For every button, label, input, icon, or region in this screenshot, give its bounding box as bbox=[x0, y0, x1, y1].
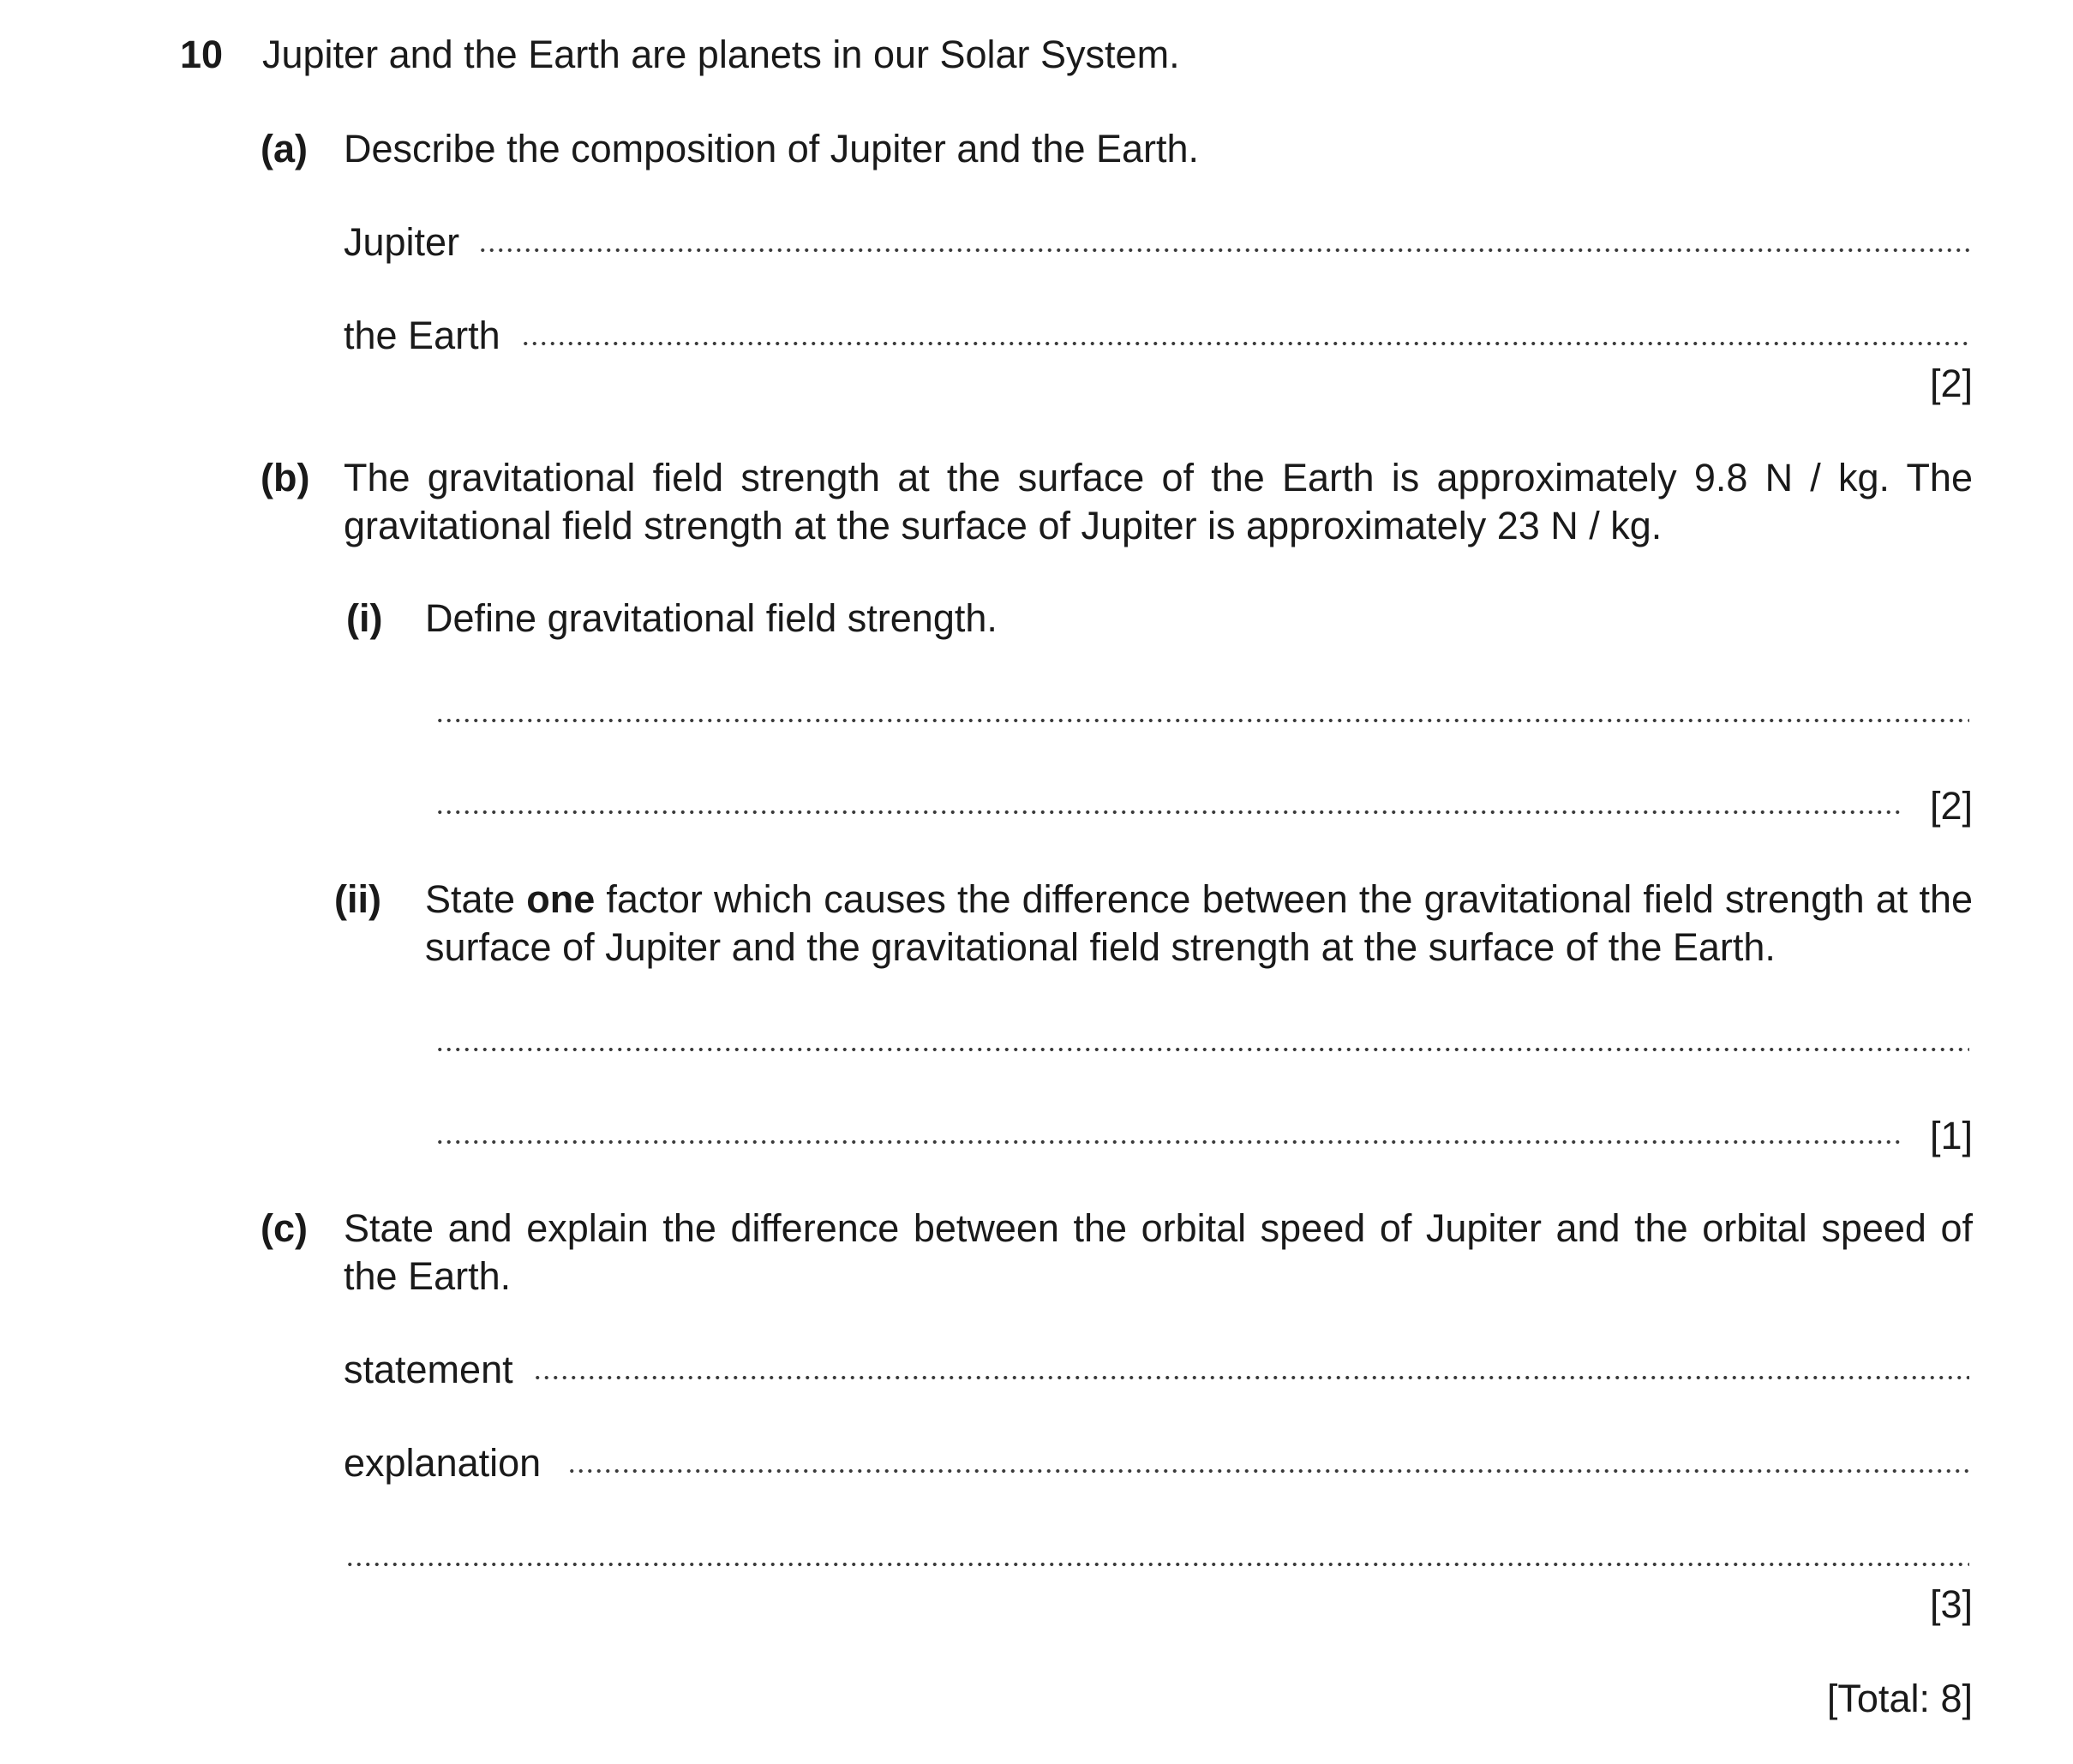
part-b-i-marks: [2] bbox=[1929, 784, 1973, 828]
part-b-ii-answer-line-1[interactable] bbox=[435, 1047, 1969, 1052]
part-b-i-answer-line-1[interactable] bbox=[435, 718, 1969, 723]
statement-answer-line[interactable] bbox=[533, 1375, 1969, 1380]
explanation-line-label: explanation bbox=[344, 1441, 542, 1485]
part-c-marks: [3] bbox=[1929, 1582, 1973, 1626]
part-a-text: Describe the composition of Jupiter and the Earth. bbox=[344, 127, 1200, 170]
part-b-label: (b) bbox=[261, 456, 310, 499]
jupiter-line-label: Jupiter bbox=[344, 220, 460, 264]
part-a-marks: [2] bbox=[1929, 362, 1973, 405]
part-b-ii-text-before: State bbox=[425, 877, 527, 921]
part-b-i-text: Define gravitational field strength. bbox=[425, 596, 998, 640]
part-b-text: The gravitational field strength at the surface of the Earth is approximately 9.8 N / kg. The gravitational field strength at the surface of Jupiter is approximately 23 N / kg. bbox=[344, 456, 1973, 547]
part-b-ii-label: (ii) bbox=[334, 877, 381, 921]
question-stem: Jupiter and the Earth are planets in our Solar System. bbox=[262, 33, 1180, 76]
earth-answer-line[interactable] bbox=[521, 341, 1969, 346]
part-b-i-label: (i) bbox=[346, 596, 383, 640]
part-b-ii-text bbox=[425, 876, 1973, 972]
part-b-ii-text-emphasis: one bbox=[526, 877, 596, 921]
total-marks: [Total: 8] bbox=[1826, 1677, 1973, 1720]
part-c-label: (c) bbox=[261, 1206, 308, 1250]
part-b-ii-marks: [1] bbox=[1929, 1114, 1973, 1157]
earth-line-label: the Earth bbox=[344, 314, 500, 357]
explanation-answer-line-1[interactable] bbox=[567, 1468, 1969, 1474]
part-b-ii-answer-line-2[interactable] bbox=[435, 1139, 1901, 1145]
statement-line-label: statement bbox=[344, 1348, 513, 1391]
part-a-label: (a) bbox=[261, 127, 308, 170]
part-c-text: State and explain the difference between the orbital speed of Jupiter and the orbital speed of the Earth. bbox=[344, 1206, 1973, 1298]
part-b-ii-text-after: factor which causes the difference between the gravitational field strength at the surface of Jupiter and the gravitational field strength at the surface of the Earth. bbox=[425, 877, 1974, 969]
part-b-i-answer-line-2[interactable] bbox=[435, 810, 1901, 815]
question-number: 10 bbox=[180, 33, 224, 76]
explanation-answer-line-2[interactable] bbox=[345, 1562, 1969, 1567]
jupiter-answer-line[interactable] bbox=[478, 248, 1969, 253]
